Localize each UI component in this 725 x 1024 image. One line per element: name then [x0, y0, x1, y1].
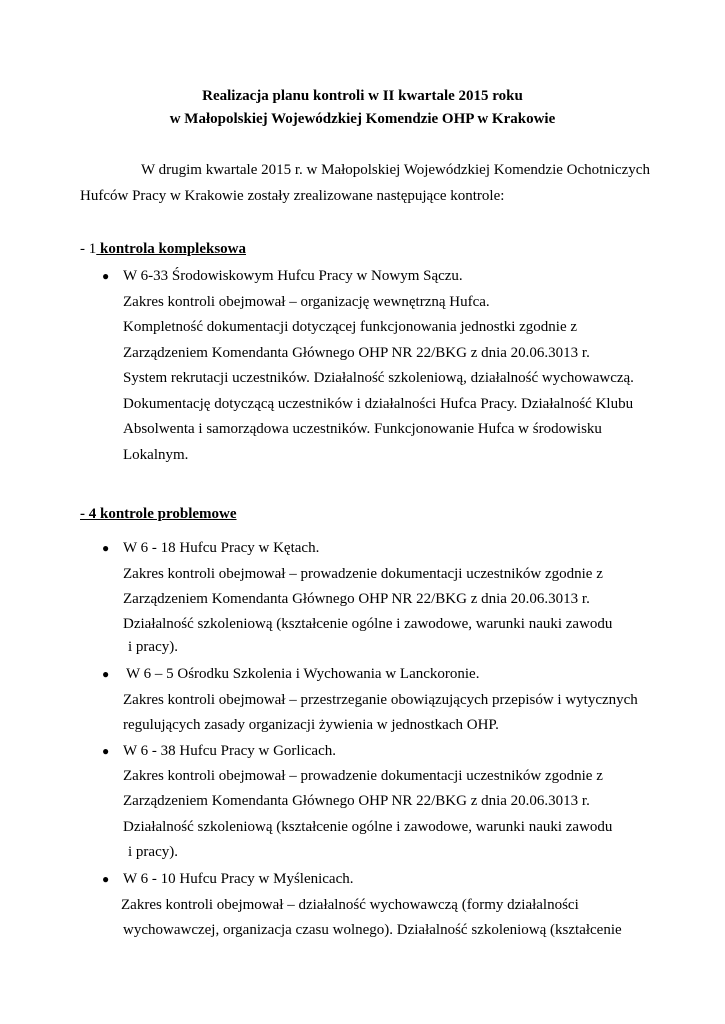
bullet-icon: ● [102, 872, 110, 886]
s2-item1-line5: i pracy). [128, 639, 178, 655]
section-2-heading: - 4 kontrole problemowe [80, 506, 237, 522]
s2-item1-line4: Działalność szkoleniową (kształcenie ogólne i zawodowe, warunki nauki zawodu [123, 616, 613, 632]
bullet-icon: ● [102, 744, 110, 758]
intro-line-2: Hufców Pracy w Krakowie zostały zrealizowane następujące kontrole: [80, 188, 505, 204]
bullet-icon: ● [102, 269, 110, 283]
document-title-line-1: Realizacja planu kontroli w II kwartale 2015 roku [202, 88, 523, 104]
s2-item4-line1: W 6 - 10 Hufcu Pracy w Myślenicach. [123, 871, 354, 887]
intro-line-1: W drugim kwartale 2015 r. w Małopolskiej Wojewódzkiej Komendzie Ochotniczych [141, 162, 650, 178]
s2-item3-line5: i pracy). [128, 844, 178, 860]
s2-item1-line1: W 6 - 18 Hufcu Pracy w Kętach. [123, 540, 320, 556]
bullet-icon: ● [102, 667, 110, 681]
section-1-title: kontrola kompleksowa [96, 241, 247, 257]
s1-item1-line7: Absolwenta i samorządowa uczestników. Funkcjonowanie Hufca w środowisku [123, 421, 602, 437]
s1-item1-line8: Lokalnym. [123, 447, 189, 463]
s2-item3-line4: Działalność szkoleniową (kształcenie ogólne i zawodowe, warunki nauki zawodu [123, 819, 613, 835]
bullet-icon: ● [102, 541, 110, 555]
s2-item4-line2: Zakres kontroli obejmował – działalność wychowawczą (formy działalności [121, 897, 579, 913]
s1-item1-line3: Kompletność dokumentacji dotyczącej funkcjonowania jednostki zgodnie z [123, 319, 578, 335]
s2-item3-line1: W 6 - 38 Hufcu Pracy w Gorlicach. [123, 743, 336, 759]
s1-item1-line1: W 6-33 Środowiskowym Hufcu Pracy w Nowym Sączu. [123, 268, 463, 284]
s2-item4-line3: wychowawczej, organizacja czasu wolnego). Działalność szkoleniową (kształcenie [123, 922, 622, 938]
s2-item2-line1: W 6 – 5 Ośrodku Szkolenia i Wychowania w Lanckoronie. [126, 666, 480, 682]
section-1-heading [80, 239, 246, 259]
s2-item2-line3: regulujących zasady organizacji żywienia w jednostkach OHP. [123, 717, 499, 733]
s2-item1-line3: Zarządzeniem Komendanta Głównego OHP NR 22/BKG z dnia 20.06.3013 r. [123, 591, 590, 607]
s1-item1-line4: Zarządzeniem Komendanta Głównego OHP NR 22/BKG z dnia 20.06.3013 r. [123, 345, 590, 361]
s2-item3-line2: Zakres kontroli obejmował – prowadzenie dokumentacji uczestników zgodnie z [123, 768, 603, 784]
section-1-prefix: - 1 [80, 241, 97, 257]
document-title-line-2: w Małopolskiej Wojewódzkiej Komendzie OHP w Krakowie [169, 111, 556, 127]
s2-item2-line2: Zakres kontroli obejmował – przestrzeganie obowiązujących przepisów i wytycznych [123, 692, 638, 708]
s1-item1-line5: System rekrutacji uczestników. Działalność szkoleniową, działalność wychowawczą. [123, 370, 634, 386]
s2-item1-line2: Zakres kontroli obejmował – prowadzenie dokumentacji uczestników zgodnie z [123, 566, 603, 582]
s1-item1-line2: Zakres kontroli obejmował – organizację wewnętrzną Hufca. [123, 294, 490, 310]
s2-item3-line3: Zarządzeniem Komendanta Głównego OHP NR 22/BKG z dnia 20.06.3013 r. [123, 793, 590, 809]
s1-item1-line6: Dokumentację dotyczącą uczestników i działalności Hufca Pracy. Działalność Klubu [123, 396, 634, 412]
